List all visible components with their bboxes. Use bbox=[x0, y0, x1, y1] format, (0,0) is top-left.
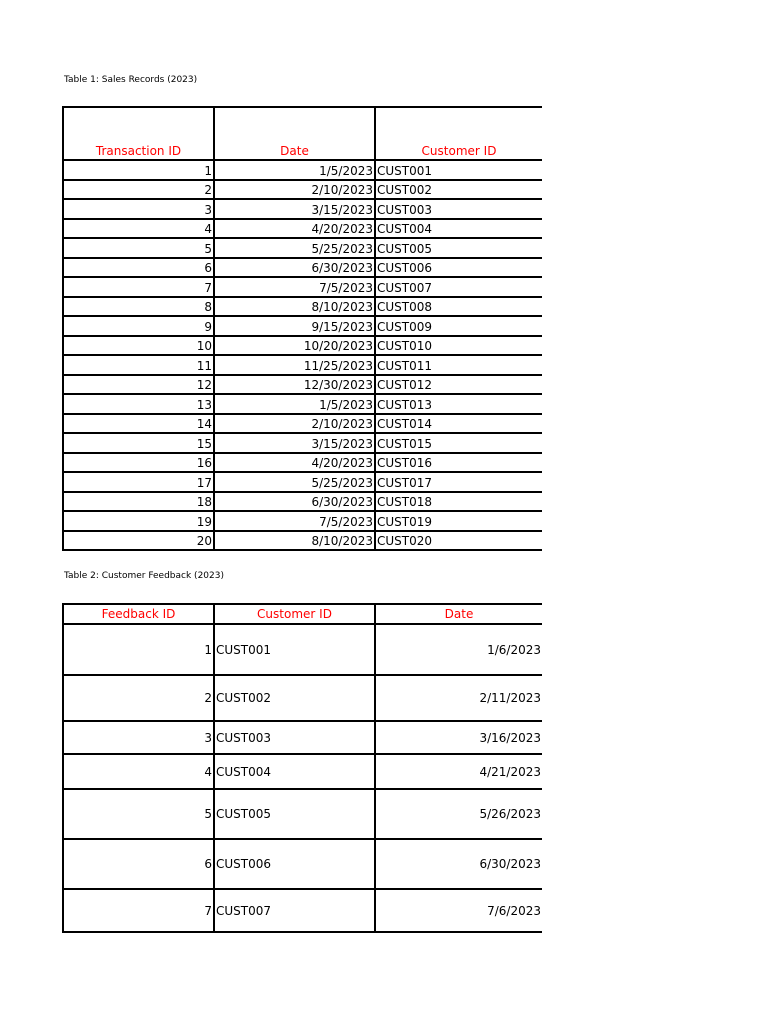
feedback-id-cell[interactable]: 6 bbox=[64, 840, 215, 890]
date-cell[interactable]: 9/15/2023 bbox=[215, 317, 376, 337]
column-header-date[interactable]: Date bbox=[376, 605, 542, 625]
customer-id-cell[interactable]: CUST010 bbox=[376, 337, 542, 357]
transaction-id-cell[interactable]: 18 bbox=[64, 493, 215, 513]
feedback-id-cell[interactable]: 2 bbox=[64, 676, 215, 722]
feedback-id-cell[interactable]: 7 bbox=[64, 890, 215, 933]
transaction-id-cell[interactable]: 12 bbox=[64, 376, 215, 396]
customer-id-cell[interactable]: CUST007 bbox=[215, 890, 376, 933]
date-cell[interactable]: 6/30/2023 bbox=[215, 259, 376, 279]
date-cell[interactable]: 5/25/2023 bbox=[215, 473, 376, 493]
customer-id-cell[interactable]: CUST019 bbox=[376, 512, 542, 532]
transaction-id-cell[interactable]: 10 bbox=[64, 337, 215, 357]
customer-id-cell[interactable]: CUST001 bbox=[215, 625, 376, 676]
customer-id-cell[interactable]: CUST020 bbox=[376, 532, 542, 552]
feedback-id-cell[interactable]: 3 bbox=[64, 722, 215, 755]
customer-id-cell[interactable]: CUST005 bbox=[215, 790, 376, 840]
customer-id-cell[interactable]: CUST011 bbox=[376, 356, 542, 376]
customer-id-cell[interactable]: CUST008 bbox=[376, 298, 542, 318]
customer-id-cell[interactable]: CUST013 bbox=[376, 395, 542, 415]
customer-id-cell[interactable]: CUST004 bbox=[376, 220, 542, 240]
column-header-customer-id[interactable]: Customer ID bbox=[215, 605, 376, 625]
date-cell[interactable]: 7/6/2023 bbox=[376, 890, 542, 933]
date-cell[interactable]: 1/5/2023 bbox=[215, 395, 376, 415]
customer-id-cell[interactable]: CUST007 bbox=[376, 278, 542, 298]
date-cell[interactable]: 7/5/2023 bbox=[215, 512, 376, 532]
customer-id-cell[interactable]: CUST012 bbox=[376, 376, 542, 396]
date-cell[interactable]: 6/30/2023 bbox=[215, 493, 376, 513]
customer-id-cell[interactable]: CUST003 bbox=[215, 722, 376, 755]
transaction-id-cell[interactable]: 14 bbox=[64, 415, 215, 435]
customer-id-cell[interactable]: CUST006 bbox=[215, 840, 376, 890]
date-cell[interactable]: 3/16/2023 bbox=[376, 722, 542, 755]
date-cell[interactable]: 11/25/2023 bbox=[215, 356, 376, 376]
customer-id-cell[interactable]: CUST004 bbox=[215, 755, 376, 790]
date-cell[interactable]: 2/10/2023 bbox=[215, 181, 376, 201]
table2-caption: Table 2: Customer Feedback (2023) bbox=[64, 571, 224, 581]
customer-id-cell[interactable]: CUST009 bbox=[376, 317, 542, 337]
transaction-id-cell[interactable]: 7 bbox=[64, 278, 215, 298]
feedback-id-cell[interactable]: 5 bbox=[64, 790, 215, 840]
column-header-date[interactable]: Date bbox=[215, 108, 376, 161]
date-cell[interactable]: 5/26/2023 bbox=[376, 790, 542, 840]
transaction-id-cell[interactable]: 6 bbox=[64, 259, 215, 279]
date-cell[interactable]: 12/30/2023 bbox=[215, 376, 376, 396]
customer-id-cell[interactable]: CUST005 bbox=[376, 239, 542, 259]
date-cell[interactable]: 3/15/2023 bbox=[215, 434, 376, 454]
transaction-id-cell[interactable]: 3 bbox=[64, 200, 215, 220]
date-cell[interactable]: 6/30/2023 bbox=[376, 840, 542, 890]
date-cell[interactable]: 8/10/2023 bbox=[215, 298, 376, 318]
customer-id-cell[interactable]: CUST016 bbox=[376, 454, 542, 474]
customer-id-cell[interactable]: CUST006 bbox=[376, 259, 542, 279]
transaction-id-cell[interactable]: 1 bbox=[64, 161, 215, 181]
transaction-id-cell[interactable]: 19 bbox=[64, 512, 215, 532]
customer-id-cell[interactable]: CUST001 bbox=[376, 161, 542, 181]
transaction-id-cell[interactable]: 4 bbox=[64, 220, 215, 240]
transaction-id-cell[interactable]: 20 bbox=[64, 532, 215, 552]
transaction-id-cell[interactable]: 11 bbox=[64, 356, 215, 376]
date-cell[interactable]: 2/11/2023 bbox=[376, 676, 542, 722]
customer-id-cell[interactable]: CUST018 bbox=[376, 493, 542, 513]
transaction-id-cell[interactable]: 13 bbox=[64, 395, 215, 415]
date-cell[interactable]: 8/10/2023 bbox=[215, 532, 376, 552]
date-cell[interactable]: 4/20/2023 bbox=[215, 220, 376, 240]
transaction-id-cell[interactable]: 9 bbox=[64, 317, 215, 337]
customer-id-cell[interactable]: CUST015 bbox=[376, 434, 542, 454]
transaction-id-cell[interactable]: 2 bbox=[64, 181, 215, 201]
customer-id-cell[interactable]: CUST002 bbox=[215, 676, 376, 722]
transaction-id-cell[interactable]: 5 bbox=[64, 239, 215, 259]
feedback-id-cell[interactable]: 4 bbox=[64, 755, 215, 790]
date-cell[interactable]: 10/20/2023 bbox=[215, 337, 376, 357]
column-header-transaction-id[interactable]: Transaction ID bbox=[64, 108, 215, 161]
date-cell[interactable]: 4/21/2023 bbox=[376, 755, 542, 790]
customer-id-cell[interactable]: CUST002 bbox=[376, 181, 542, 201]
column-header-feedback-id[interactable]: Feedback ID bbox=[64, 605, 215, 625]
transaction-id-cell[interactable]: 8 bbox=[64, 298, 215, 318]
transaction-id-cell[interactable]: 15 bbox=[64, 434, 215, 454]
customer-feedback-table bbox=[62, 603, 542, 933]
date-cell[interactable]: 2/10/2023 bbox=[215, 415, 376, 435]
transaction-id-cell[interactable]: 16 bbox=[64, 454, 215, 474]
transaction-id-cell[interactable]: 17 bbox=[64, 473, 215, 493]
date-cell[interactable]: 1/5/2023 bbox=[215, 161, 376, 181]
customer-id-cell[interactable]: CUST003 bbox=[376, 200, 542, 220]
date-cell[interactable]: 5/25/2023 bbox=[215, 239, 376, 259]
date-cell[interactable]: 7/5/2023 bbox=[215, 278, 376, 298]
customer-id-cell[interactable]: CUST017 bbox=[376, 473, 542, 493]
customer-id-cell[interactable]: CUST014 bbox=[376, 415, 542, 435]
table1-caption: Table 1: Sales Records (2023) bbox=[64, 75, 198, 85]
date-cell[interactable]: 4/20/2023 bbox=[215, 454, 376, 474]
feedback-id-cell[interactable]: 1 bbox=[64, 625, 215, 676]
sales-records-table bbox=[62, 106, 542, 551]
column-header-customer-id[interactable]: Customer ID bbox=[376, 108, 542, 161]
date-cell[interactable]: 1/6/2023 bbox=[376, 625, 542, 676]
date-cell[interactable]: 3/15/2023 bbox=[215, 200, 376, 220]
